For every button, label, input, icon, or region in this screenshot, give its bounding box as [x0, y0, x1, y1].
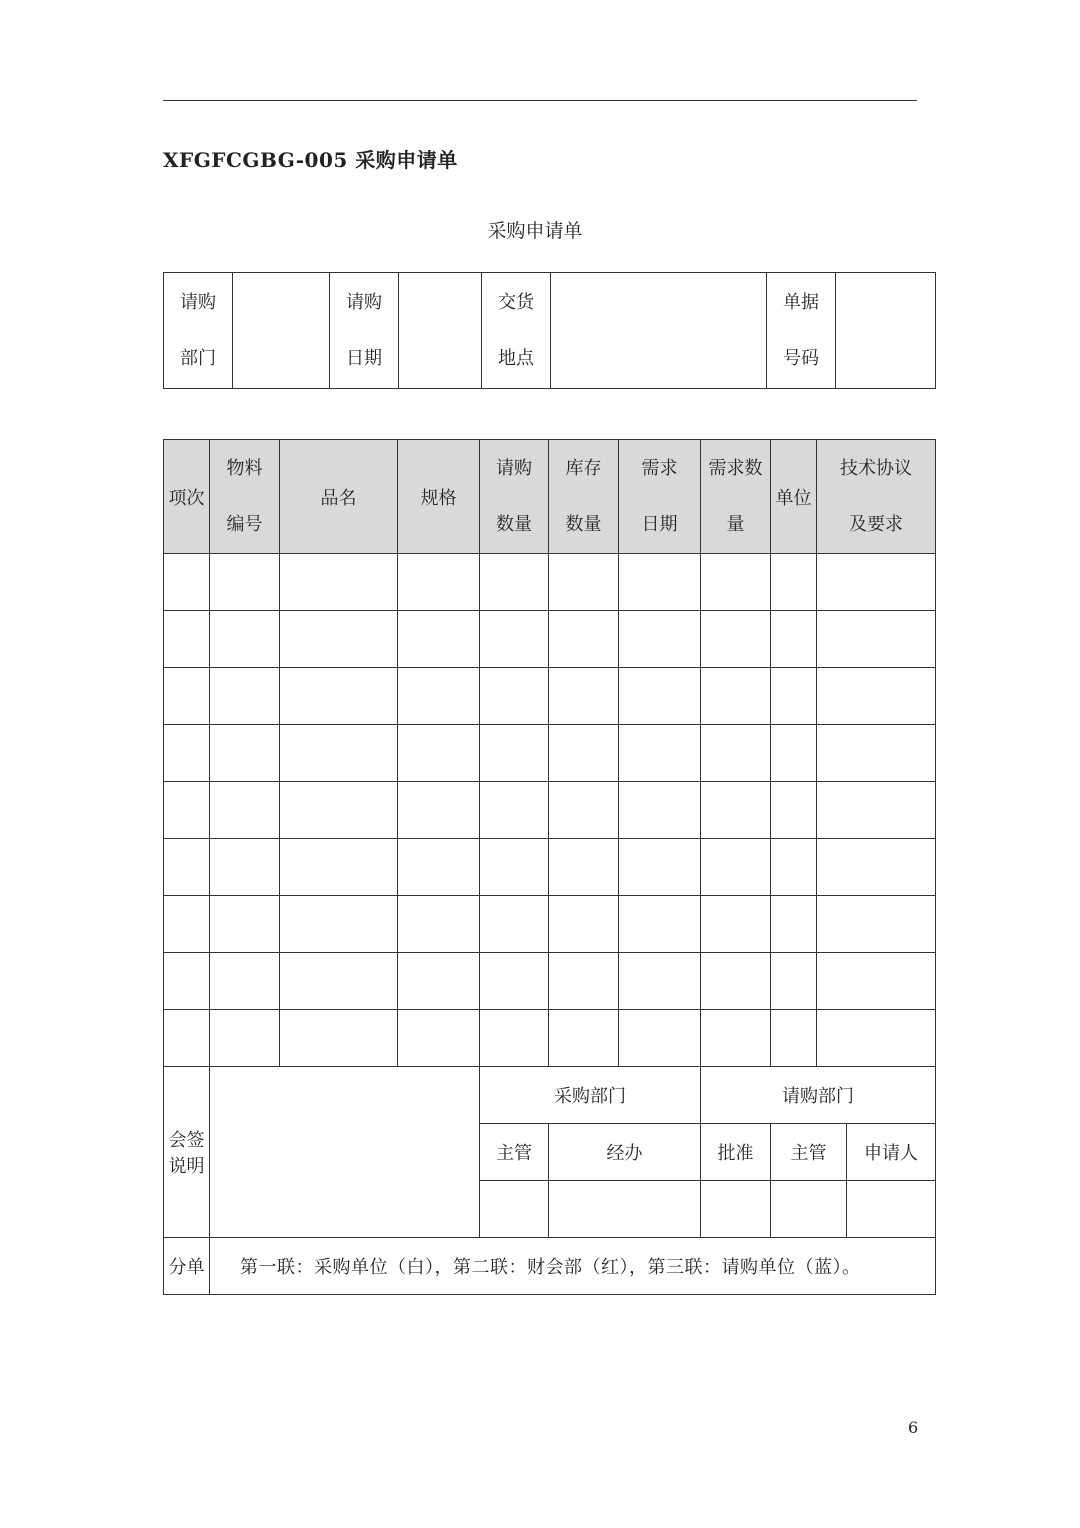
- request-date-label: 请购 日期: [330, 273, 399, 389]
- applicant-label: 申请人: [847, 1124, 936, 1181]
- table-header-row: [164, 440, 936, 554]
- table-row: [164, 611, 936, 668]
- header-item-no: 项次: [164, 440, 210, 554]
- purchase-dept-label: 采购部门: [480, 1067, 701, 1124]
- header-unit: 单位: [771, 440, 817, 554]
- request-supervisor-signature[interactable]: [771, 1181, 847, 1238]
- document-no-label: 单据 号码: [767, 273, 836, 389]
- table-row: [164, 782, 936, 839]
- header-tech-requirements: 技术协议 及要求: [817, 440, 936, 554]
- header-product-name: 品名: [280, 440, 398, 554]
- top-rule: [163, 100, 917, 101]
- header-stock-qty: 库存 数量: [549, 440, 619, 554]
- request-dept-field[interactable]: [233, 273, 330, 389]
- request-info-table: [163, 272, 936, 389]
- signoff-row-1: [164, 1067, 936, 1124]
- countersign-notes-field[interactable]: [210, 1067, 480, 1238]
- request-date-field[interactable]: [399, 273, 482, 389]
- purchase-items-table: [163, 439, 936, 1295]
- document-title: XFGFCGBG-005 采购申请单: [163, 148, 458, 172]
- applicant-signature[interactable]: [847, 1181, 936, 1238]
- purchase-supervisor-signature[interactable]: [480, 1181, 549, 1238]
- header-spec: 规格: [398, 440, 480, 554]
- purchase-supervisor-label: 主管: [480, 1124, 549, 1181]
- page-number: 6: [908, 1418, 919, 1437]
- table-row: [164, 839, 936, 896]
- approve-label: 批准: [701, 1124, 771, 1181]
- delivery-place-label: 交货 地点: [482, 273, 551, 389]
- countersign-label: 会签 说明: [164, 1067, 210, 1238]
- purchase-handler-label: 经办: [549, 1124, 701, 1181]
- table-row: [164, 953, 936, 1010]
- request-dept-header: 请购部门: [701, 1067, 936, 1124]
- delivery-place-field[interactable]: [551, 273, 767, 389]
- table-row: [164, 896, 936, 953]
- request-supervisor-label: 主管: [771, 1124, 847, 1181]
- split-copies-text: 第一联：采购单位（白），第二联：财会部（红），第三联：请购单位（蓝）。: [210, 1238, 936, 1295]
- split-label: 分单: [164, 1238, 210, 1295]
- header-request-qty: 请购 数量: [480, 440, 549, 554]
- purchase-handler-signature[interactable]: [549, 1181, 701, 1238]
- request-dept-label: 请购 部门: [164, 273, 233, 389]
- approve-signature[interactable]: [701, 1181, 771, 1238]
- form-title: 采购申请单: [487, 220, 583, 242]
- header-need-qty: 需求数 量: [701, 440, 771, 554]
- header-material-no: 物料 编号: [210, 440, 280, 554]
- table-row: [164, 668, 936, 725]
- header-need-date: 需求 日期: [619, 440, 701, 554]
- table-row: [164, 554, 936, 611]
- table-row: [164, 1010, 936, 1067]
- table-row: [164, 725, 936, 782]
- split-copies-row: [164, 1238, 936, 1295]
- document-no-field[interactable]: [836, 273, 936, 389]
